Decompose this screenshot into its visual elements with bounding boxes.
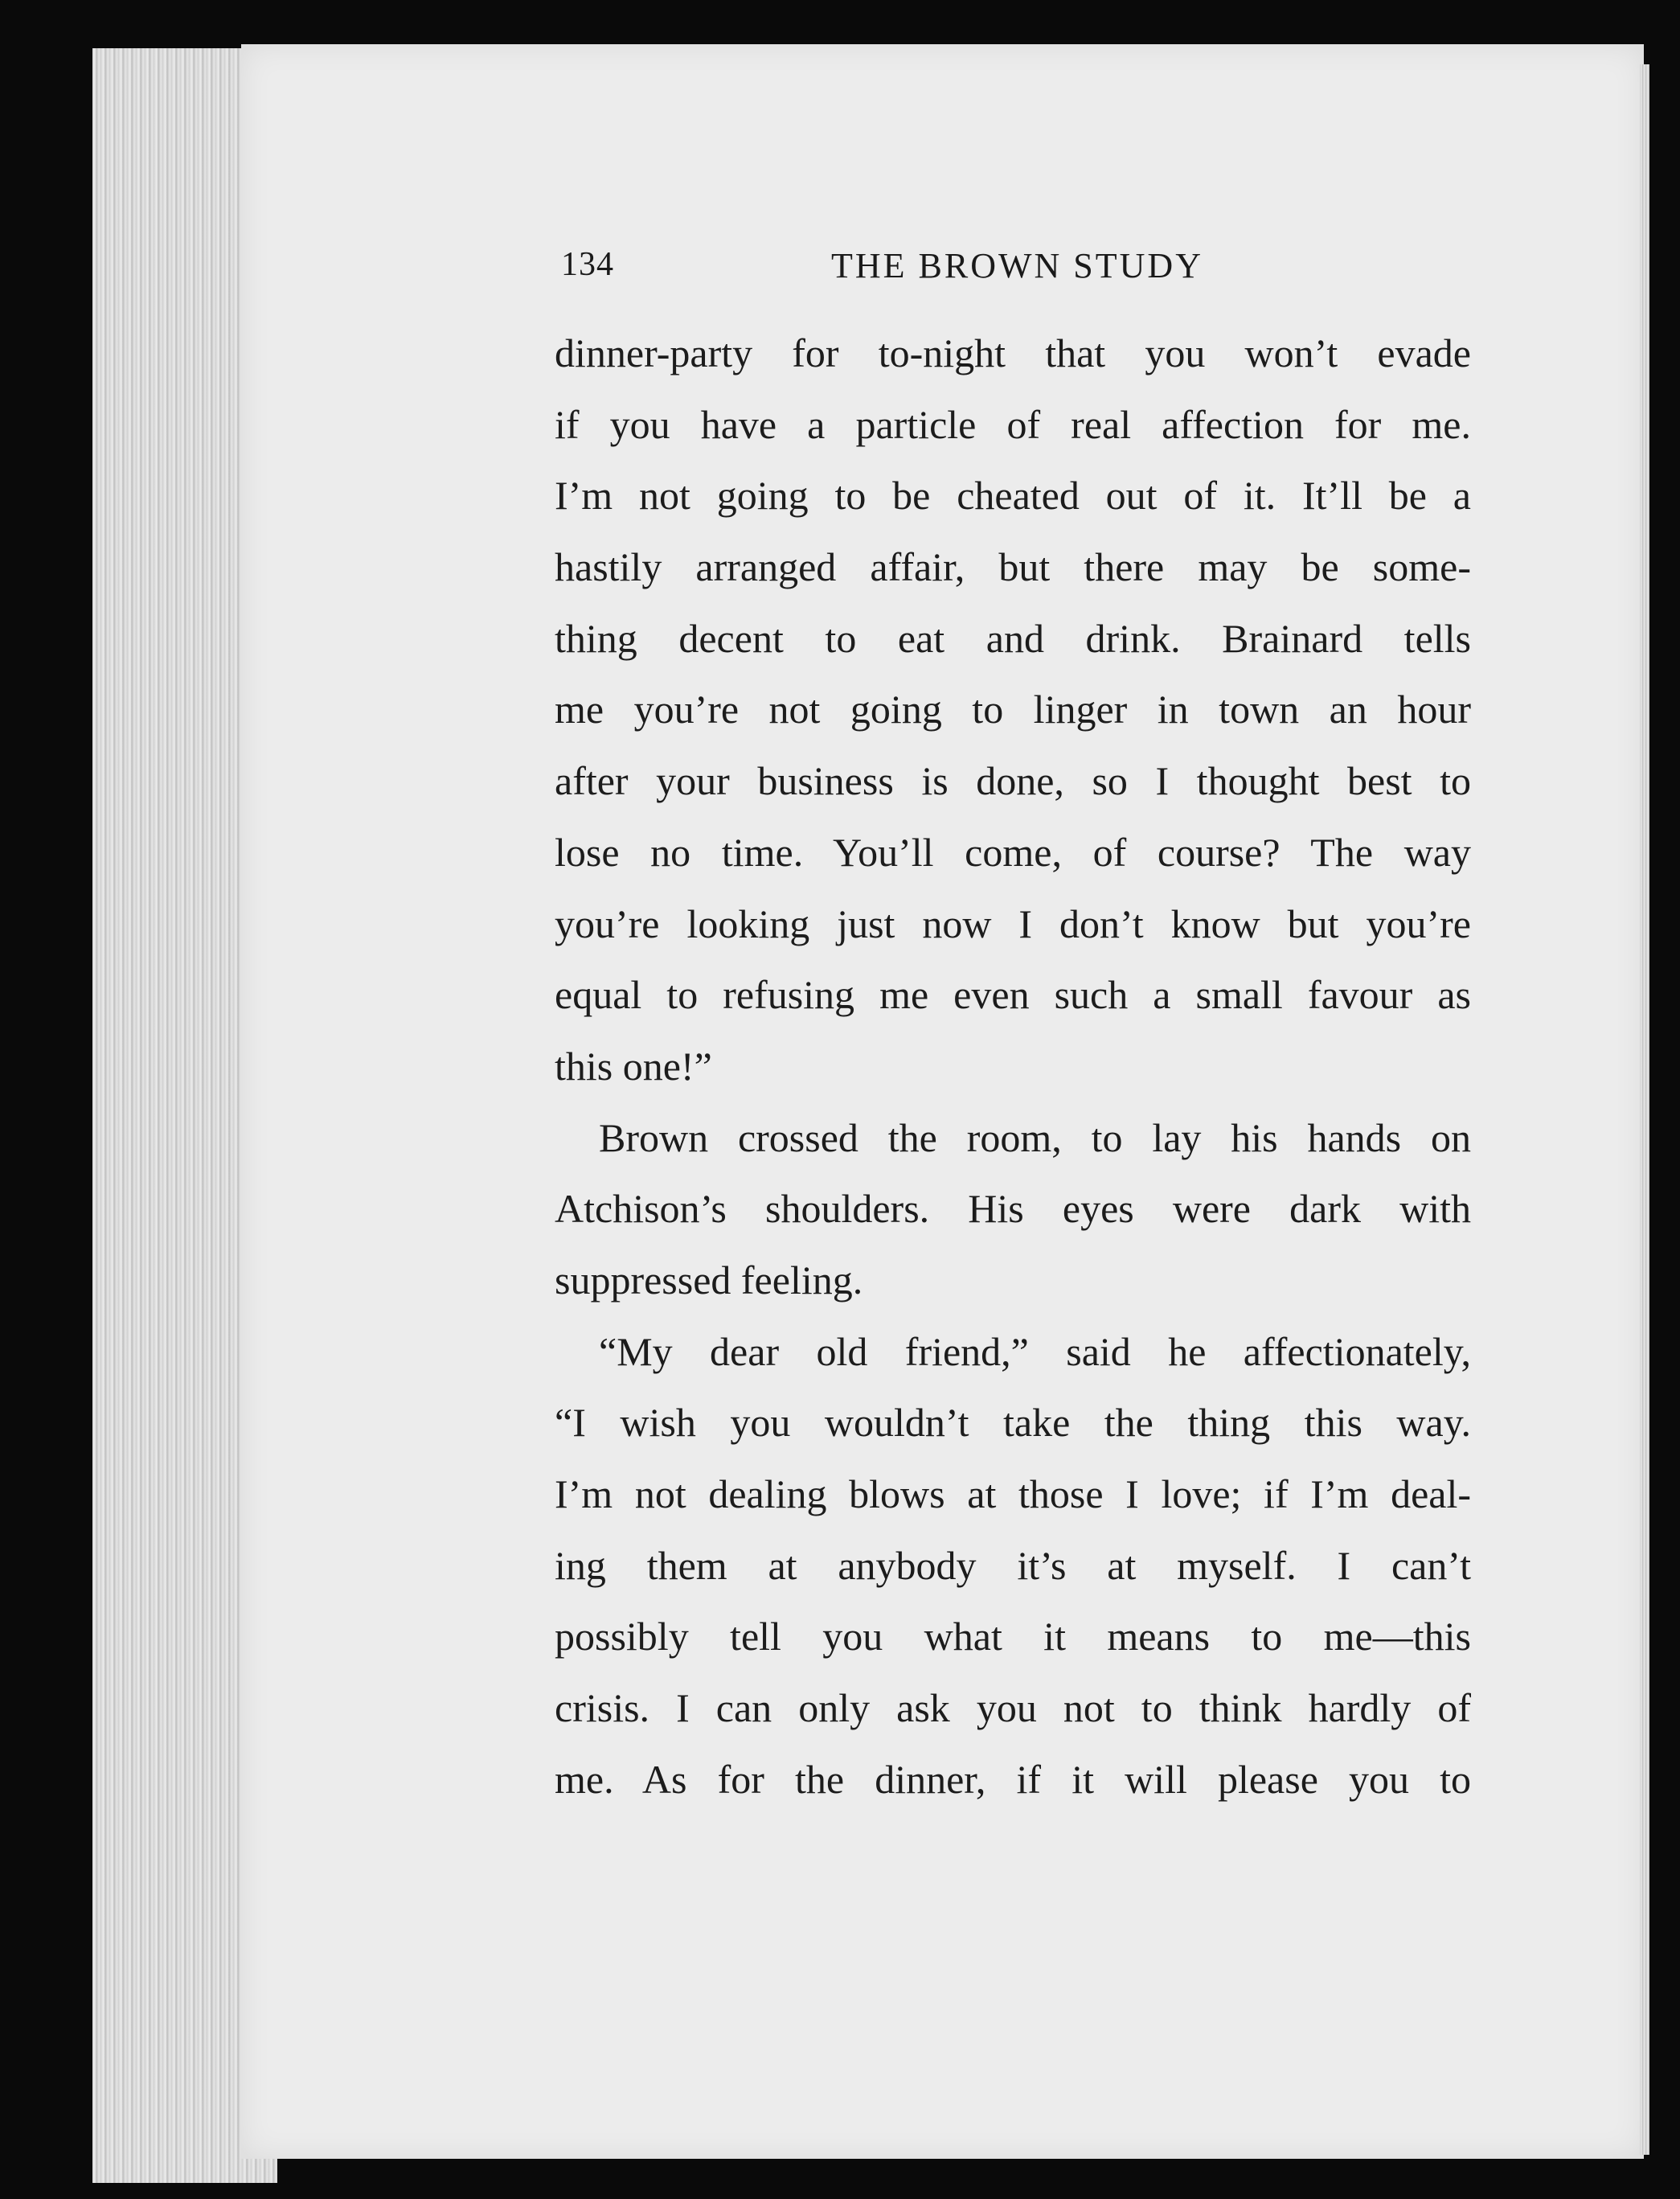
text-line: hastily arranged affair, but there may be some- [555, 544, 1471, 590]
text-line: suppressed feeling. [555, 1257, 863, 1303]
text-line: equal to refusing me even such a small favour as [555, 972, 1471, 1018]
text-line: possibly tell you what it means to me—this [555, 1614, 1471, 1660]
text-line: lose no time. You’ll come, of course? The way [555, 829, 1471, 875]
page-header [561, 245, 1473, 293]
text-line: crisis. I can only ask you not to think hardly of [555, 1685, 1471, 1731]
text-line: you’re looking just now I don’t know but you’re [555, 901, 1471, 946]
text-line: thing decent to eat and drink. Brainard tells [555, 615, 1471, 661]
text-line: me. As for the dinner, if it will please you to [555, 1756, 1471, 1802]
text-line: after your business is done, so I thought best to [555, 758, 1471, 804]
text-line: “My dear old friend,” said he affectionately, [599, 1328, 1471, 1374]
right-page-edge [1640, 64, 1649, 2155]
text-line: Brown crossed the room, to lay his hands on [599, 1114, 1471, 1160]
text-line: ing them at anybody it’s at myself. I can’t [555, 1542, 1471, 1588]
text-line: dinner-party for to-night that you won’t evade [555, 330, 1471, 375]
running-head: THE BROWN STUDY [831, 246, 1203, 285]
text-line: “I wish you wouldn’t take the thing this way. [555, 1400, 1471, 1446]
page-number: 134 [561, 246, 614, 283]
text-line: this one!” [555, 1043, 712, 1089]
text-line: Atchison’s shoulders. His eyes were dark with [555, 1186, 1471, 1232]
text-line: me you’re not going to linger in town an hour [555, 687, 1471, 732]
text-line: I’m not going to be cheated out of it. It’ll be a [555, 473, 1471, 519]
body-text [555, 318, 1471, 1815]
text-line: if you have a particle of real affection for me. [555, 401, 1471, 447]
text-line: I’m not dealing blows at those I love; if I’m deal- [555, 1471, 1471, 1516]
